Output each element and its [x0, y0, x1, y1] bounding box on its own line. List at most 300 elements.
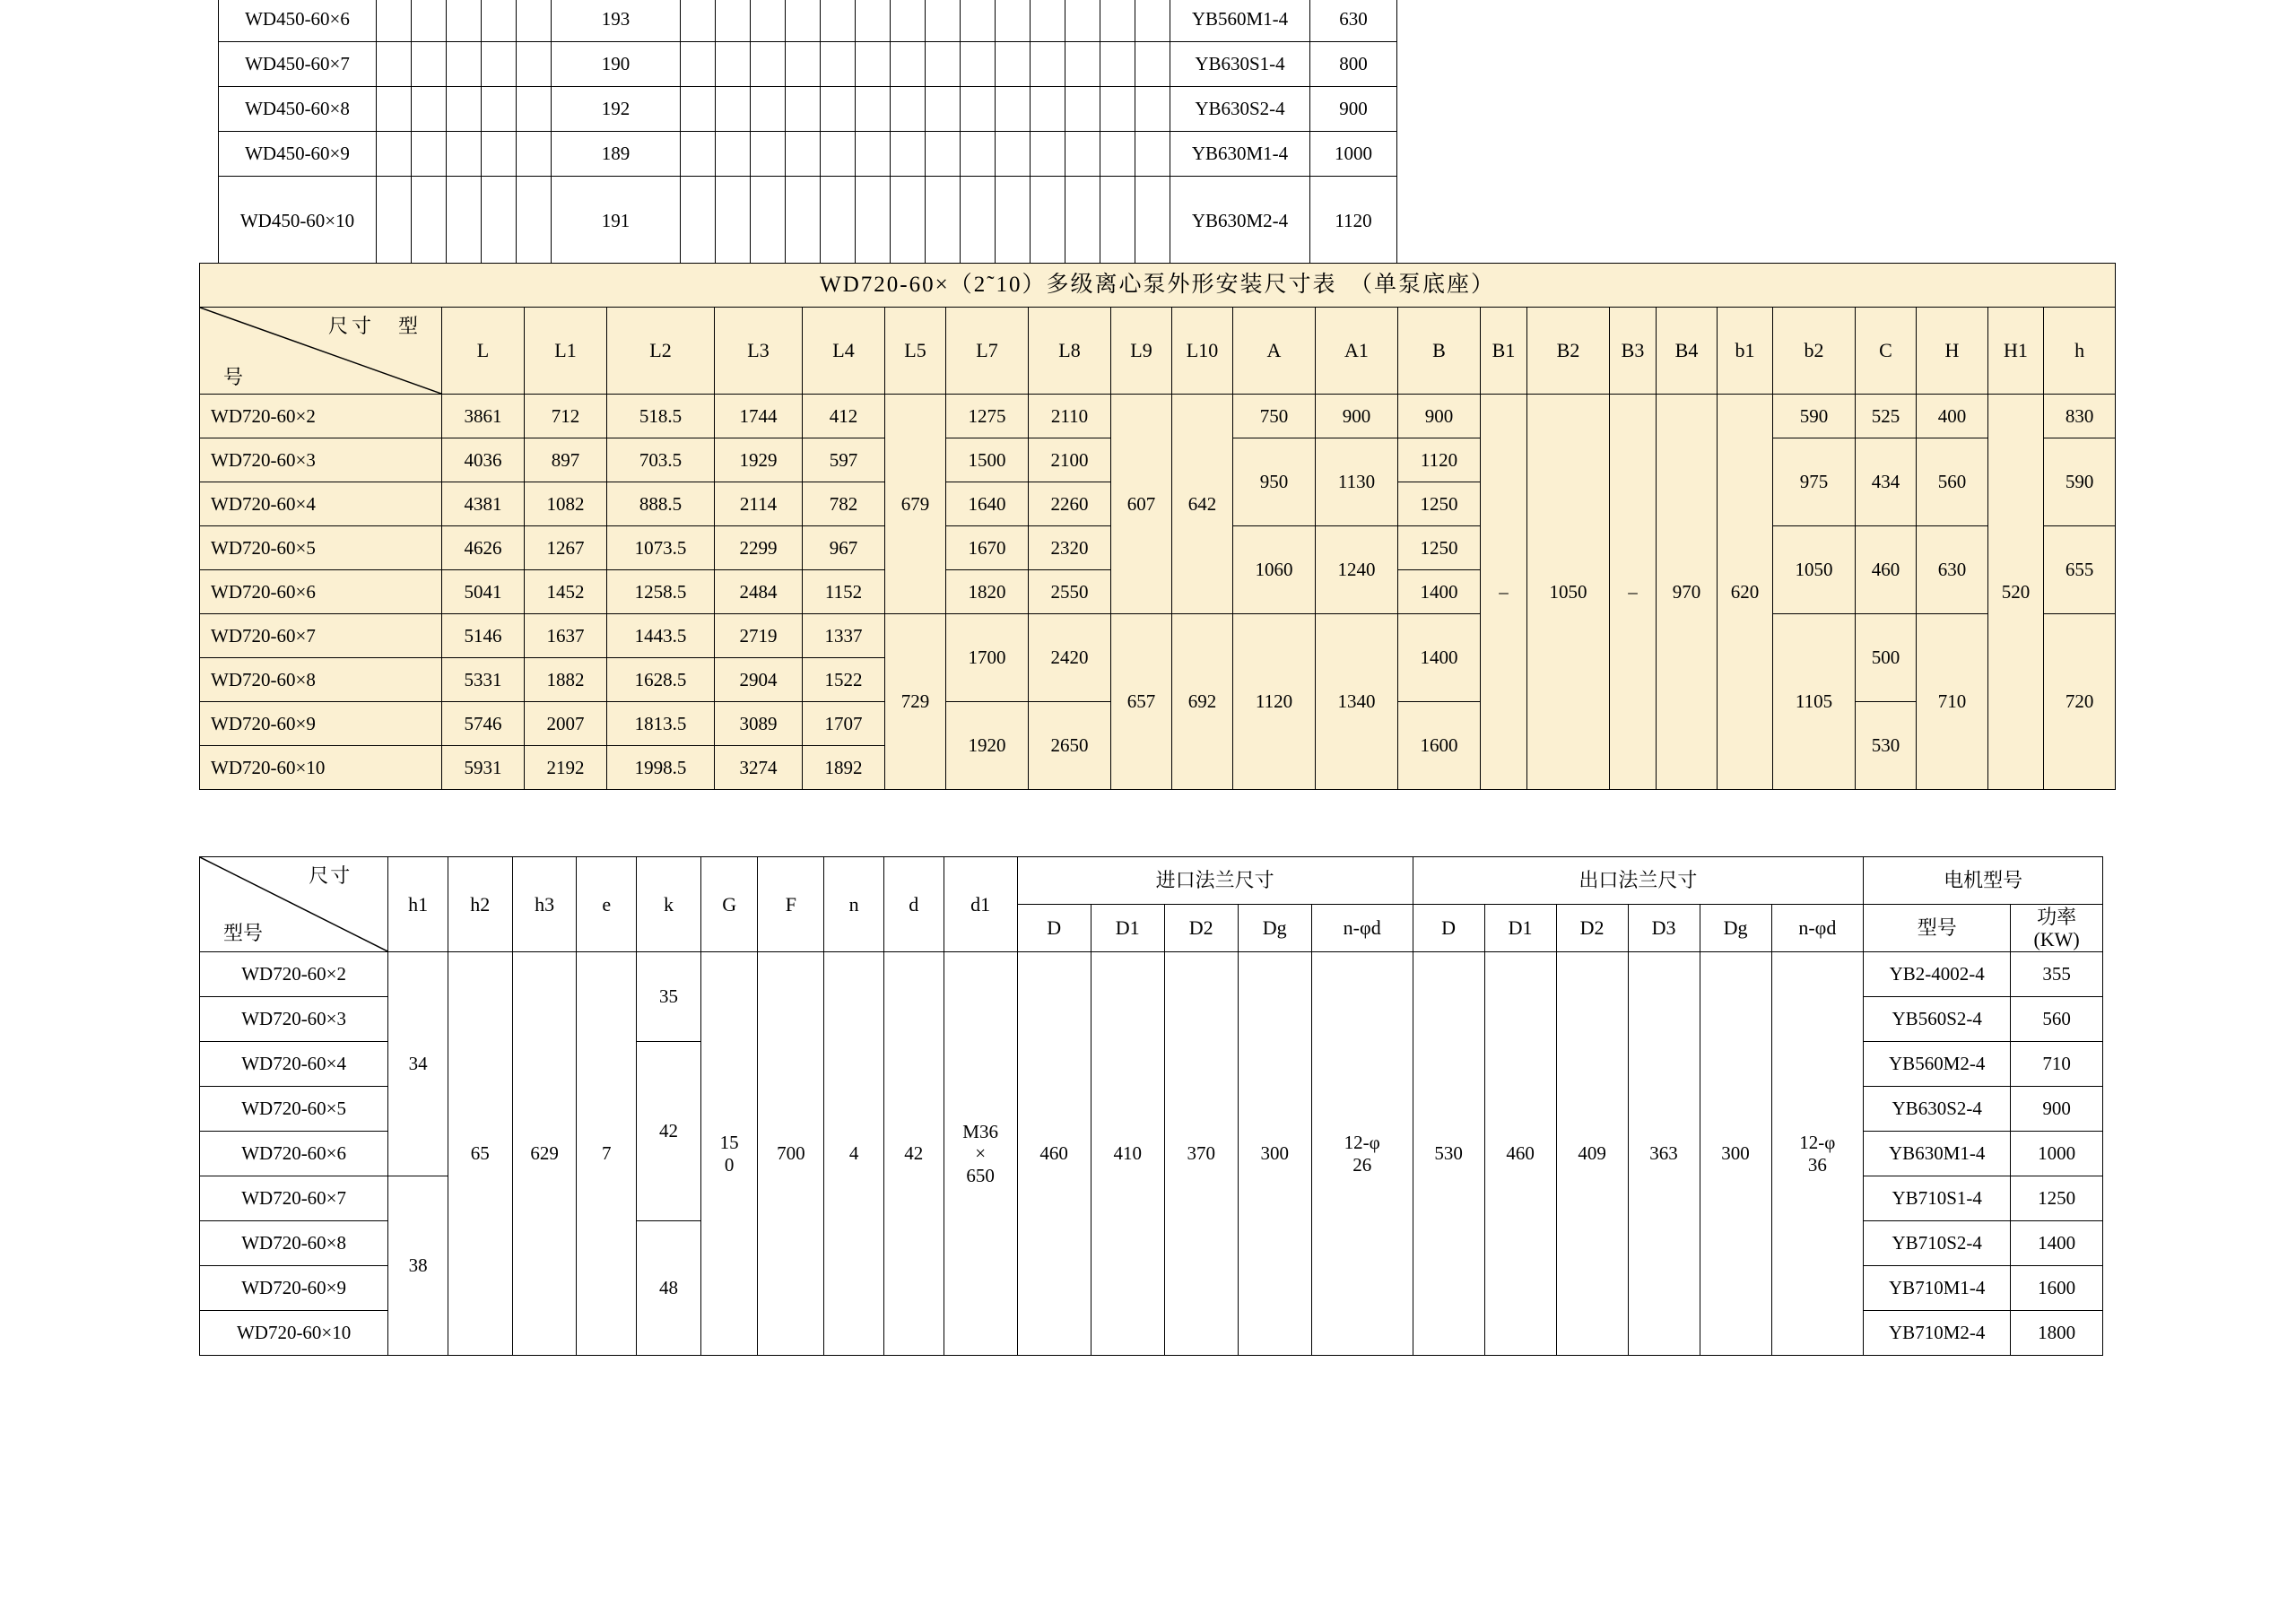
cell-blank: [891, 132, 926, 177]
cell-blank: [996, 132, 1031, 177]
cell-blank: [891, 177, 926, 265]
cell-blank: [716, 132, 751, 177]
cell-blank: [447, 132, 482, 177]
col-header-outlet-Dg: Dg: [1700, 905, 1771, 952]
cell-inlet-D: 460: [1017, 952, 1091, 1356]
cell-blank: [447, 177, 482, 265]
cell-blank: [821, 132, 856, 177]
col-header-L9: L9: [1111, 308, 1172, 395]
cell-L8: 2320: [1029, 526, 1111, 570]
cell-blank: [751, 0, 786, 42]
cell-n: 4: [824, 952, 884, 1356]
cell-motor-power: 560: [2011, 997, 2103, 1042]
wd450-continuation-table: [218, 0, 1397, 265]
cell-motor-power: 630: [1310, 0, 1397, 42]
cell-C: 525: [1856, 395, 1917, 438]
table-row: [219, 42, 1397, 87]
cell-motor-model: YB630S2-4: [1170, 87, 1310, 132]
cell-L7: 1670: [946, 526, 1029, 570]
cell-model: WD450-60×8: [219, 87, 377, 132]
col-header-B: B: [1398, 308, 1481, 395]
cell-blank: [681, 0, 716, 42]
cell-blank: [1100, 87, 1135, 132]
cell-blank: [786, 87, 821, 132]
cell-blank: [961, 177, 996, 265]
cell-h3: 629: [512, 952, 577, 1356]
cell-blank: [1135, 42, 1170, 87]
row-model: WD720-60×7: [200, 614, 442, 658]
cell-blank: [821, 177, 856, 265]
cell-L7: 1820: [946, 570, 1029, 614]
cell-motor-power: 1000: [2011, 1132, 2103, 1176]
cell-blank: [856, 42, 891, 87]
cell-motor-model: YB560S2-4: [1864, 997, 2011, 1042]
col-header-B4: B4: [1657, 308, 1718, 395]
cell-blank: [412, 177, 447, 265]
cell-L1: 1082: [525, 482, 607, 526]
cell-blank: [786, 42, 821, 87]
cell-d1-line3: 650: [966, 1164, 995, 1186]
cell-blank: [996, 42, 1031, 87]
cell-blank: [517, 42, 552, 87]
cell-number: 189: [552, 132, 681, 177]
row-model: WD720-60×3: [200, 997, 388, 1042]
cell-outlet-D2: 409: [1556, 952, 1628, 1356]
cell-inlet-nphid: [1311, 952, 1413, 1356]
cell-blank: [716, 177, 751, 265]
table-row: [200, 952, 2103, 997]
cell-h: 830: [2044, 395, 2116, 438]
cell-model: WD450-60×9: [219, 132, 377, 177]
cell-blank: [996, 177, 1031, 265]
cell-h2: 65: [448, 952, 512, 1356]
cell-motor-model: YB630M1-4: [1170, 132, 1310, 177]
cell-blank: [716, 0, 751, 42]
cell-B1: –: [1481, 395, 1527, 790]
cell-blank: [751, 132, 786, 177]
cell-blank: [821, 0, 856, 42]
cell-blank: [1031, 42, 1065, 87]
cell-L5: 679: [885, 395, 946, 614]
cell-L8: 2550: [1029, 570, 1111, 614]
cell-B: 1120: [1398, 438, 1481, 482]
cell-blank: [1065, 87, 1100, 132]
cell-L4: 1522: [803, 658, 885, 702]
cell-L3: 2114: [715, 482, 803, 526]
row-model: WD720-60×5: [200, 526, 442, 570]
cell-C: 460: [1856, 526, 1917, 614]
cell-model: WD450-60×7: [219, 42, 377, 87]
col-header-H1: H1: [1988, 308, 2044, 395]
cell-H: 710: [1917, 614, 1988, 790]
cell-B: 1250: [1398, 482, 1481, 526]
cell-blank: [517, 132, 552, 177]
cell-L3: 2719: [715, 614, 803, 658]
cell-L3: 2904: [715, 658, 803, 702]
cell-blank: [1100, 0, 1135, 42]
cell-motor-model: YB710S2-4: [1864, 1221, 2011, 1266]
inlet-nphid-line2: 26: [1352, 1153, 1372, 1176]
cell-L4: 1337: [803, 614, 885, 658]
col-header-h3: h3: [512, 857, 577, 952]
cell-blank: [856, 87, 891, 132]
cell-L8: 2420: [1029, 614, 1111, 702]
cell-L3: 3274: [715, 746, 803, 790]
cell-motor-model: YB2-4002-4: [1864, 952, 2011, 997]
cell-blank: [716, 87, 751, 132]
col-header-inlet-D: D: [1017, 905, 1091, 952]
cell-blank: [1065, 132, 1100, 177]
cell-L9: 657: [1111, 614, 1172, 790]
cell-L: 3861: [442, 395, 525, 438]
cell-C: 530: [1856, 702, 1917, 790]
cell-L3: 3089: [715, 702, 803, 746]
row-model: WD720-60×2: [200, 952, 388, 997]
row-model: WD720-60×7: [200, 1176, 388, 1221]
col-header-L7: L7: [946, 308, 1029, 395]
row-model: WD720-60×8: [200, 658, 442, 702]
cell-blank: [926, 177, 961, 265]
corner-label-dimension: 尺寸 型: [327, 315, 422, 337]
cell-blank: [681, 87, 716, 132]
cell-motor-power: 1000: [1310, 132, 1397, 177]
cell-e: 7: [577, 952, 637, 1356]
col-header-inlet-nphid: n-φd: [1311, 905, 1413, 952]
cell-d1: [944, 952, 1017, 1356]
cell-blank: [412, 87, 447, 132]
row-model: WD720-60×3: [200, 438, 442, 482]
cell-blank: [751, 177, 786, 265]
cell-blank: [891, 87, 926, 132]
col-header-h: h: [2044, 308, 2116, 395]
col-header-G: G: [700, 857, 758, 952]
cell-blank: [482, 42, 517, 87]
cell-b1: 620: [1718, 395, 1773, 790]
cell-L8: 2260: [1029, 482, 1111, 526]
cell-blank: [1031, 177, 1065, 265]
cell-motor-power: 1120: [1310, 177, 1397, 265]
cell-blank: [681, 132, 716, 177]
col-header-inlet-D2: D2: [1164, 905, 1238, 952]
row-model: WD720-60×8: [200, 1221, 388, 1266]
cell-L3: 1929: [715, 438, 803, 482]
cell-motor-power: 1800: [2011, 1311, 2103, 1356]
cell-outlet-Dg: 300: [1700, 952, 1771, 1356]
cell-blank: [1135, 87, 1170, 132]
cell-blank: [961, 132, 996, 177]
col-header-C: C: [1856, 308, 1917, 395]
cell-d: 42: [883, 952, 944, 1356]
cell-L: 4626: [442, 526, 525, 570]
cell-motor-model: YB710M1-4: [1864, 1266, 2011, 1311]
cell-L10: 692: [1172, 614, 1233, 790]
cell-blank: [856, 0, 891, 42]
cell-C: 500: [1856, 614, 1917, 702]
wd720-flange-motor-table: [199, 856, 2103, 1356]
cell-L2: 703.5: [607, 438, 715, 482]
cell-number: 190: [552, 42, 681, 87]
cell-blank: [412, 132, 447, 177]
cell-A1: 1240: [1316, 526, 1398, 614]
cell-blank: [1065, 0, 1100, 42]
row-model: WD720-60×4: [200, 482, 442, 526]
outlet-nphid-line1: 12-φ: [1799, 1132, 1836, 1154]
table-row: [219, 87, 1397, 132]
cell-blank: [926, 0, 961, 42]
col-header-outlet-nphid: n-φd: [1771, 905, 1864, 952]
cell-L2: 1813.5: [607, 702, 715, 746]
cell-inlet-Dg: 300: [1238, 952, 1311, 1356]
header-corner-cell: [200, 857, 388, 952]
cell-motor-power: 710: [2011, 1042, 2103, 1087]
cell-blank: [996, 87, 1031, 132]
cell-L1: 2007: [525, 702, 607, 746]
cell-number: 191: [552, 177, 681, 265]
cell-model: WD450-60×10: [219, 177, 377, 265]
cell-L7: 1920: [946, 702, 1029, 790]
cell-L: 4036: [442, 438, 525, 482]
cell-L2: 518.5: [607, 395, 715, 438]
cell-L1: 1452: [525, 570, 607, 614]
cell-b2: 975: [1773, 438, 1856, 526]
cell-L: 5041: [442, 570, 525, 614]
motor-power-line2: (KW): [2033, 928, 2080, 950]
col-header-b1: b1: [1718, 308, 1773, 395]
table-header-row-groups: [200, 857, 2103, 905]
col-header-k: k: [637, 857, 701, 952]
col-header-B1: B1: [1481, 308, 1527, 395]
cell-blank: [377, 177, 412, 265]
col-header-outlet-D3: D3: [1628, 905, 1700, 952]
cell-L7: 1640: [946, 482, 1029, 526]
cell-blank: [377, 0, 412, 42]
cell-B: 900: [1398, 395, 1481, 438]
cell-motor-model: YB710S1-4: [1864, 1176, 2011, 1221]
cell-H: 400: [1917, 395, 1988, 438]
col-header-inlet-Dg: Dg: [1238, 905, 1311, 952]
cell-L7: 1700: [946, 614, 1029, 702]
cell-L1: 1267: [525, 526, 607, 570]
cell-number: 192: [552, 87, 681, 132]
cell-inlet-D1: 410: [1091, 952, 1164, 1356]
row-model: WD720-60×10: [200, 1311, 388, 1356]
cell-blank: [821, 87, 856, 132]
cell-B: 1400: [1398, 614, 1481, 702]
cell-blank: [377, 87, 412, 132]
cell-motor-power: 1600: [2011, 1266, 2103, 1311]
cell-blank: [377, 42, 412, 87]
row-model: WD720-60×4: [200, 1042, 388, 1087]
cell-b2: 1105: [1773, 614, 1856, 790]
cell-blank: [786, 132, 821, 177]
cell-L4: 412: [803, 395, 885, 438]
col-header-outlet-D2: D2: [1556, 905, 1628, 952]
cell-motor-model: YB630S1-4: [1170, 42, 1310, 87]
cell-A1: 1130: [1316, 438, 1398, 526]
cell-outlet-D1: 460: [1484, 952, 1556, 1356]
group-header-inlet-flange: 进口法兰尺寸: [1017, 857, 1413, 905]
cell-h1: 38: [388, 1176, 448, 1356]
cell-h: 590: [2044, 438, 2116, 526]
cell-blank: [377, 132, 412, 177]
col-header-outlet-D: D: [1413, 905, 1484, 952]
table-row: [219, 132, 1397, 177]
cell-blank: [482, 0, 517, 42]
cell-L4: 1892: [803, 746, 885, 790]
cell-L2: 1998.5: [607, 746, 715, 790]
cell-blank: [1100, 132, 1135, 177]
cell-blank: [482, 87, 517, 132]
col-header-L1: L1: [525, 308, 607, 395]
cell-blank: [1065, 42, 1100, 87]
cell-A: 1120: [1233, 614, 1316, 790]
col-header-H: H: [1917, 308, 1988, 395]
cell-blank: [961, 0, 996, 42]
cell-L7: 1275: [946, 395, 1029, 438]
cell-number: 193: [552, 0, 681, 42]
cell-B4: 970: [1657, 395, 1718, 790]
cell-L9: 607: [1111, 395, 1172, 614]
cell-A: 750: [1233, 395, 1316, 438]
cell-outlet-D3: 363: [1628, 952, 1700, 1356]
col-header-L5: L5: [885, 308, 946, 395]
col-header-L8: L8: [1029, 308, 1111, 395]
cell-motor-model: YB630S2-4: [1864, 1087, 2011, 1132]
cell-L3: 2484: [715, 570, 803, 614]
cell-blank: [517, 177, 552, 265]
cell-L4: 597: [803, 438, 885, 482]
cell-motor-power: 355: [2011, 952, 2103, 997]
cell-motor-power: 1250: [2011, 1176, 2103, 1221]
cell-L8: 2650: [1029, 702, 1111, 790]
row-model: WD720-60×9: [200, 702, 442, 746]
col-header-h2: h2: [448, 857, 512, 952]
cell-blank: [482, 132, 517, 177]
cell-L4: 782: [803, 482, 885, 526]
cell-blank: [856, 132, 891, 177]
cell-L: 4381: [442, 482, 525, 526]
cell-blank: [517, 0, 552, 42]
cell-L5: 729: [885, 614, 946, 790]
cell-blank: [447, 87, 482, 132]
cell-b2: 1050: [1773, 526, 1856, 614]
cell-h: 655: [2044, 526, 2116, 614]
cell-L: 5746: [442, 702, 525, 746]
cell-blank: [1065, 177, 1100, 265]
cell-d1-line2: ×: [975, 1142, 987, 1165]
cell-blank: [821, 42, 856, 87]
cell-L1: 712: [525, 395, 607, 438]
col-header-L3: L3: [715, 308, 803, 395]
cell-model: WD450-60×6: [219, 0, 377, 42]
cell-B3: –: [1610, 395, 1657, 790]
col-header-L4: L4: [803, 308, 885, 395]
cell-b2: 590: [1773, 395, 1856, 438]
cell-motor-model: YB560M2-4: [1864, 1042, 2011, 1087]
cell-motor-model: YB560M1-4: [1170, 0, 1310, 42]
corner-label-model: 号: [223, 365, 244, 388]
table-title-row: [200, 264, 2116, 308]
wd720-dimension-table: [199, 263, 2103, 790]
cell-F: 700: [758, 952, 824, 1356]
col-header-d: d: [883, 857, 944, 952]
cell-blank: [961, 42, 996, 87]
row-model: WD720-60×10: [200, 746, 442, 790]
cell-L10: 642: [1172, 395, 1233, 614]
cell-blank: [1031, 132, 1065, 177]
cell-L: 5146: [442, 614, 525, 658]
cell-blank: [786, 0, 821, 42]
cell-L1: 1637: [525, 614, 607, 658]
cell-L4: 1152: [803, 570, 885, 614]
col-header-e: e: [577, 857, 637, 952]
cell-L2: 1443.5: [607, 614, 715, 658]
cell-B: 1250: [1398, 526, 1481, 570]
cell-C: 434: [1856, 438, 1917, 526]
cell-blank: [412, 42, 447, 87]
table-row: [200, 614, 2116, 658]
cell-blank: [1100, 177, 1135, 265]
cell-blank: [856, 177, 891, 265]
col-header-L2: L2: [607, 308, 715, 395]
cell-motor-power: 900: [1310, 87, 1397, 132]
cell-blank: [751, 87, 786, 132]
group-header-outlet-flange: 出口法兰尺寸: [1413, 857, 1864, 905]
cell-h1: 34: [388, 952, 448, 1176]
outlet-nphid-line2: 36: [1807, 1153, 1827, 1176]
cell-A1: 900: [1316, 395, 1398, 438]
cell-blank: [412, 0, 447, 42]
motor-power-line1: 功率: [2037, 905, 2077, 928]
cell-outlet-nphid: [1771, 952, 1864, 1356]
cell-L4: 1707: [803, 702, 885, 746]
cell-k: 42: [637, 1042, 701, 1221]
cell-blank: [681, 177, 716, 265]
cell-blank: [751, 42, 786, 87]
cell-L4: 967: [803, 526, 885, 570]
col-header-motor-model: 型号: [1864, 905, 2011, 952]
cell-blank: [961, 87, 996, 132]
inlet-nphid-line1: 12-φ: [1344, 1132, 1380, 1154]
cell-L1: 1882: [525, 658, 607, 702]
cell-blank: [447, 0, 482, 42]
row-model: WD720-60×2: [200, 395, 442, 438]
cell-k: 48: [637, 1221, 701, 1356]
cell-L: 5931: [442, 746, 525, 790]
cell-blank: [891, 0, 926, 42]
row-model: WD720-60×9: [200, 1266, 388, 1311]
col-header-L10: L10: [1172, 308, 1233, 395]
cell-H1: 520: [1988, 395, 2044, 790]
cell-motor-power: 900: [2011, 1087, 2103, 1132]
cell-L3: 2299: [715, 526, 803, 570]
cell-A1: 1340: [1316, 614, 1398, 790]
cell-G-line2: 0: [724, 1153, 735, 1176]
cell-motor-power: 800: [1310, 42, 1397, 87]
col-header-outlet-D1: D1: [1484, 905, 1556, 952]
table-row: [219, 177, 1397, 265]
cell-B2: 1050: [1527, 395, 1610, 790]
col-header-B2: B2: [1527, 308, 1610, 395]
cell-blank: [1135, 177, 1170, 265]
cell-L2: 1073.5: [607, 526, 715, 570]
col-header-inlet-D1: D1: [1091, 905, 1164, 952]
col-header-F: F: [758, 857, 824, 952]
cell-blank: [891, 42, 926, 87]
main-table-title: WD720-60×（2˜10）多级离心泵外形安装尺寸表 （单泵底座）: [200, 264, 2116, 308]
cell-A: 950: [1233, 438, 1316, 526]
cell-L8: 2100: [1029, 438, 1111, 482]
